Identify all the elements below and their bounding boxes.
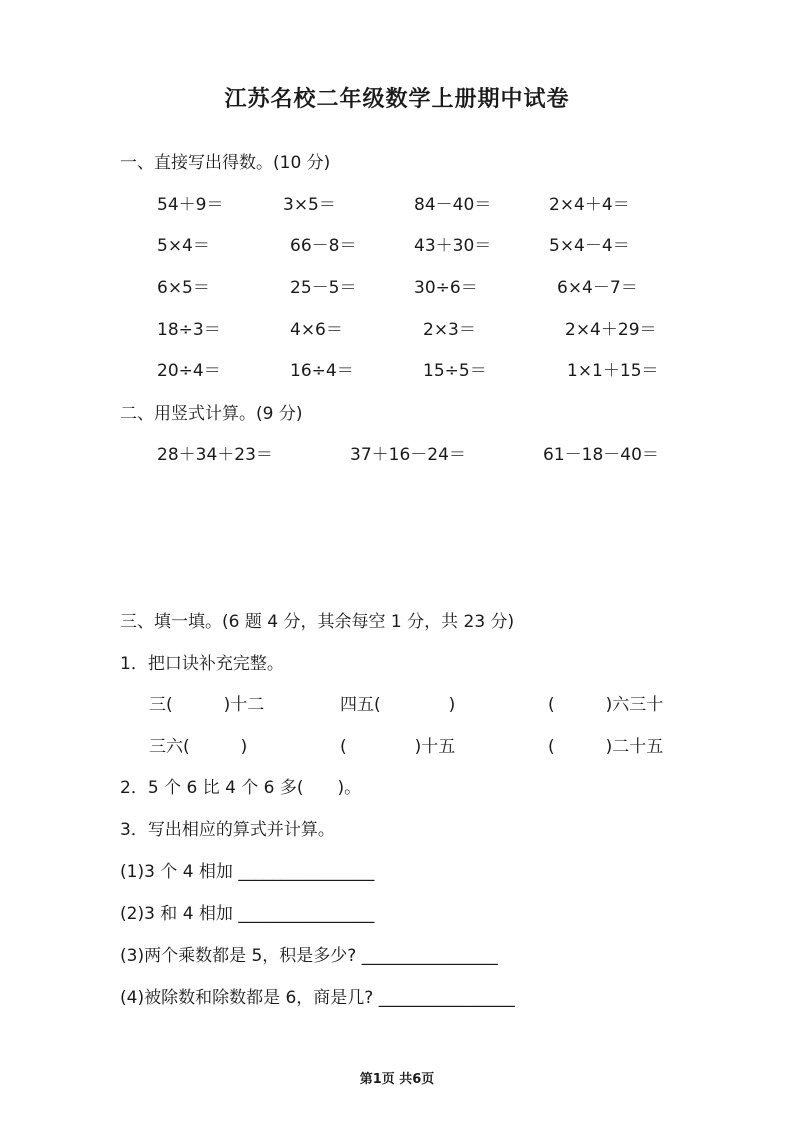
arith-item: 5×4＝: [157, 236, 210, 256]
rhyme-blank: 三( )十二: [149, 695, 265, 715]
question-3-item: (4)被除数和除数都是 6，商是几? ________________: [120, 988, 515, 1008]
section3-heading: 三、填一填。(6 题 4 分，其余每空 1 分，共 23 分): [120, 612, 515, 632]
arith-item: 15÷5＝: [423, 361, 487, 381]
vertical-calc-item: 61－18－40＝: [543, 445, 659, 465]
arith-item: 2×3＝: [423, 320, 476, 340]
vertical-calc-item: 37＋16－24＝: [350, 445, 466, 465]
section1-heading: 一、直接写出得数。(10 分): [120, 153, 331, 173]
rhyme-blank: ( )十五: [340, 737, 456, 757]
arith-item: 4×6＝: [290, 320, 343, 340]
rhyme-blank: ( )二十五: [548, 737, 664, 757]
arith-item: 3×5＝: [283, 195, 336, 215]
arith-item: 18÷3＝: [157, 320, 221, 340]
arith-item: 16÷4＝: [290, 361, 354, 381]
rhyme-blank: 三六( ): [149, 737, 248, 757]
page-footer: 第1页 共6页: [359, 1072, 435, 1087]
arith-item: 43＋30＝: [414, 236, 492, 256]
arith-item: 1×1＋15＝: [567, 361, 659, 381]
section2-heading: 二、用竖式计算。(9 分): [120, 404, 303, 424]
question-1-text: 1．把口诀补充完整。: [120, 654, 284, 674]
arith-item: 54＋9＝: [157, 195, 224, 215]
arith-item: 30÷6＝: [414, 278, 478, 298]
question-3-item: (3)两个乘数都是 5，积是多少? ________________: [120, 946, 498, 966]
question-3-item: (1)3 个 4 相加 ________________: [120, 862, 375, 882]
arith-item: 6×5＝: [157, 278, 210, 298]
rhyme-blank: 四五( ): [340, 695, 456, 715]
arith-item: 20÷4＝: [157, 361, 221, 381]
arith-item: 2×4＋4＝: [549, 195, 630, 215]
arith-item: 5×4－4＝: [549, 236, 630, 256]
vertical-calc-item: 28＋34＋23＝: [157, 445, 273, 465]
question-2-text: 2．5 个 6 比 4 个 6 多( )。: [120, 778, 362, 798]
page-title: 江苏名校二年级数学上册期中试卷: [224, 86, 570, 112]
arith-item: 84－40＝: [414, 195, 492, 215]
arith-item: 6×4－7＝: [557, 278, 638, 298]
arith-item: 66－8＝: [290, 236, 357, 256]
question-3-text: 3．写出相应的算式并计算。: [120, 820, 335, 840]
arith-item: 25－5＝: [290, 278, 357, 298]
rhyme-blank: ( )六三十: [548, 695, 664, 715]
arith-item: 2×4＋29＝: [565, 320, 657, 340]
question-3-item: (2)3 和 4 相加 ________________: [120, 904, 375, 924]
